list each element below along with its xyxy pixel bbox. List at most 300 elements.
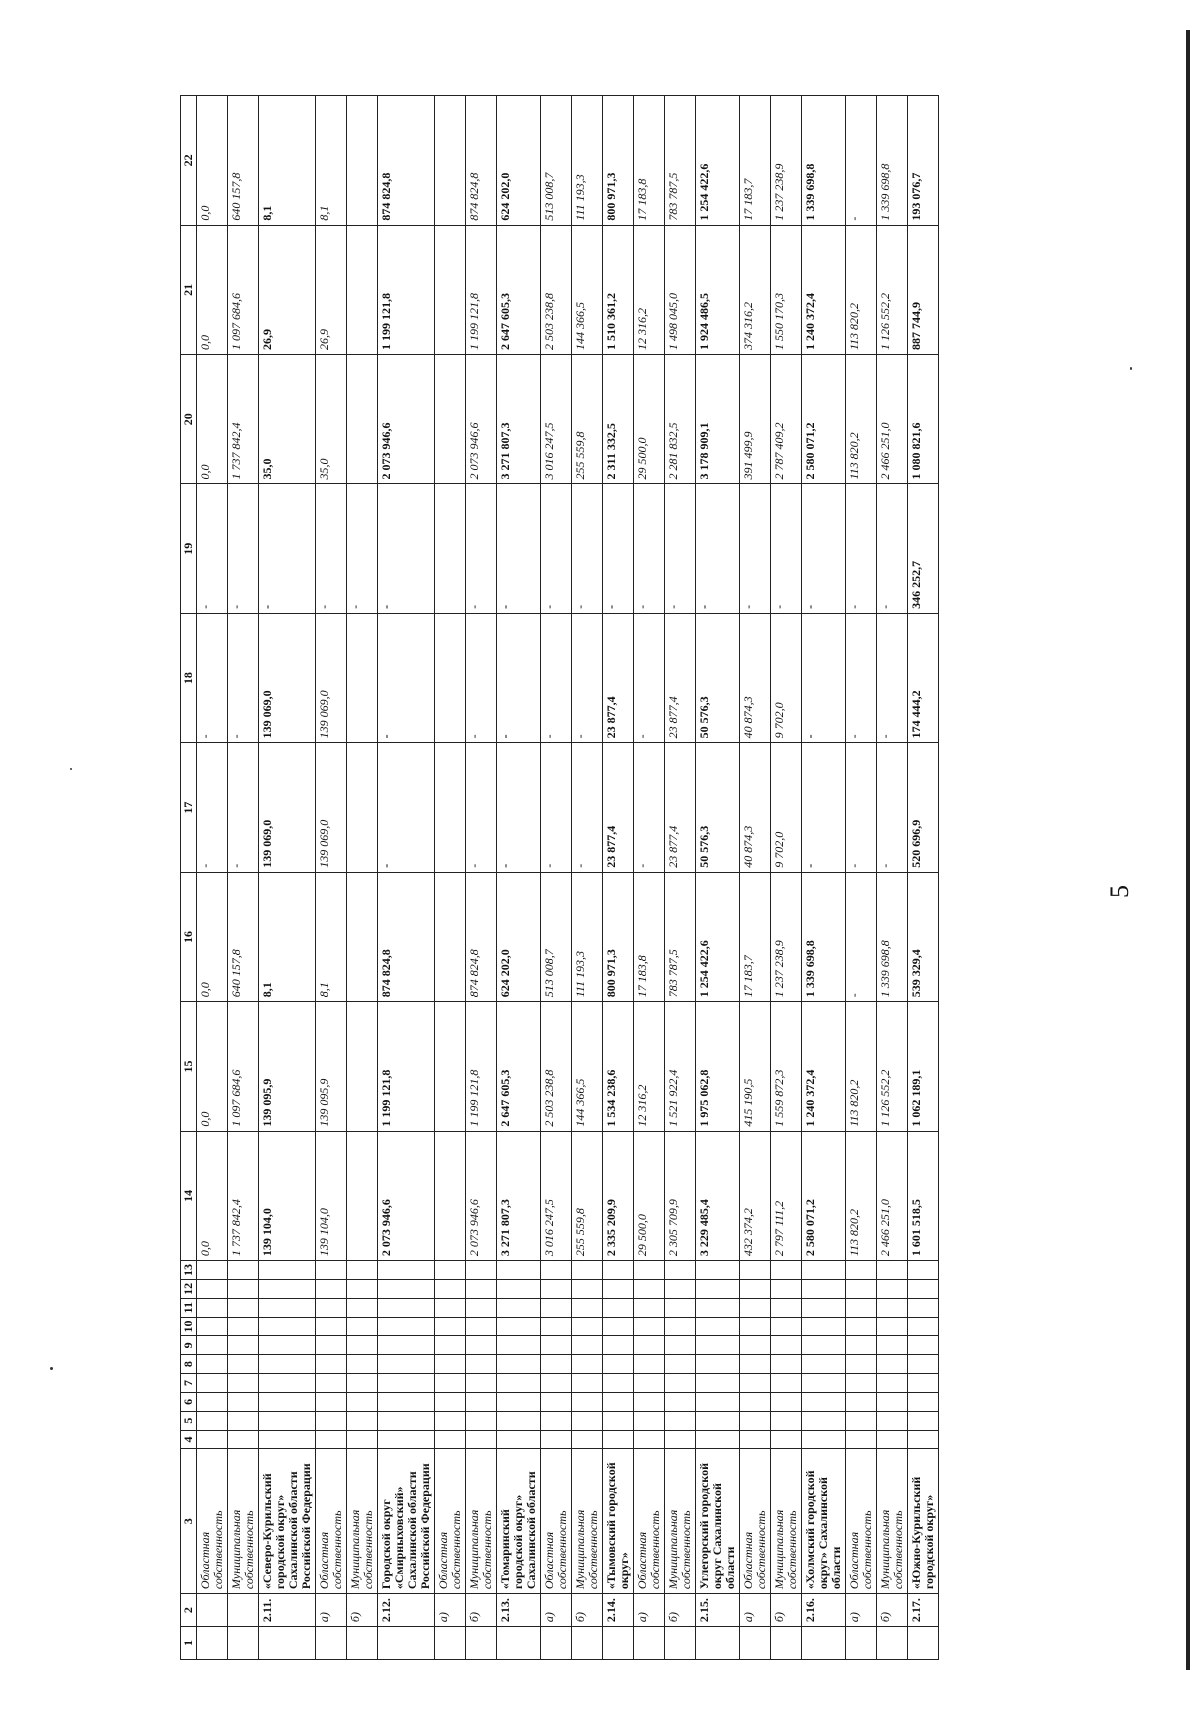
empty-cell bbox=[634, 1355, 665, 1374]
value-c16: 513 008,7 bbox=[541, 872, 572, 1001]
row-number: 2.14. bbox=[603, 1594, 634, 1627]
empty-cell bbox=[347, 1336, 378, 1355]
empty-cell bbox=[877, 1392, 908, 1411]
empty-cell bbox=[572, 1355, 603, 1374]
empty-cell bbox=[634, 1430, 665, 1449]
value-c19: - bbox=[771, 484, 802, 613]
column-number-13: 13 bbox=[181, 1261, 197, 1280]
value-c15: 1 062 189,1 bbox=[908, 1002, 939, 1131]
value-c14: 2 466 251,0 bbox=[877, 1131, 908, 1260]
empty-cell bbox=[435, 1411, 466, 1430]
value-c22: 17 183,8 bbox=[634, 96, 665, 226]
value-c14: 2 305 709,9 bbox=[665, 1131, 696, 1260]
empty-cell bbox=[908, 1411, 939, 1430]
row-number: 2.16. bbox=[802, 1594, 846, 1627]
empty-cell bbox=[378, 1261, 435, 1280]
value-c18: 174 444,2 bbox=[908, 613, 939, 742]
empty-cell bbox=[572, 1392, 603, 1411]
row-number: а) bbox=[846, 1594, 877, 1627]
value-c15: 139 095,9 bbox=[316, 1002, 347, 1131]
empty-cell bbox=[316, 1430, 347, 1449]
empty-cell bbox=[197, 1336, 228, 1355]
value-c14 bbox=[347, 1131, 378, 1260]
value-c22 bbox=[347, 96, 378, 226]
value-c16: 874 824,8 bbox=[466, 872, 497, 1001]
empty-cell bbox=[802, 1298, 846, 1317]
value-c14: 139 104,0 bbox=[316, 1131, 347, 1260]
empty-cell bbox=[378, 1317, 435, 1336]
value-c16: 624 202,0 bbox=[497, 872, 541, 1001]
empty-cell bbox=[378, 1392, 435, 1411]
cell-col1 bbox=[435, 1627, 466, 1660]
value-c14: 1 737 842,4 bbox=[228, 1131, 259, 1260]
empty-cell bbox=[378, 1374, 435, 1393]
empty-cell bbox=[802, 1411, 846, 1430]
value-c22: 8,1 bbox=[316, 96, 347, 226]
empty-cell bbox=[771, 1261, 802, 1280]
empty-cell bbox=[316, 1279, 347, 1298]
table-row bbox=[665, 96, 696, 1660]
empty-cell bbox=[497, 1374, 541, 1393]
empty-cell bbox=[846, 1279, 877, 1298]
value-c17: 520 696,9 bbox=[908, 743, 939, 872]
empty-cell bbox=[877, 1261, 908, 1280]
empty-cell bbox=[435, 1374, 466, 1393]
value-c21: 1 240 372,4 bbox=[802, 225, 846, 354]
empty-cell bbox=[802, 1374, 846, 1393]
row-label: «Томаринский городской округ» Сахалинской области bbox=[497, 1449, 541, 1594]
value-c19: - bbox=[228, 484, 259, 613]
value-c16: 783 787,5 bbox=[665, 872, 696, 1001]
empty-cell bbox=[497, 1392, 541, 1411]
empty-cell bbox=[497, 1336, 541, 1355]
value-c21: 113 820,2 bbox=[846, 225, 877, 354]
empty-cell bbox=[228, 1261, 259, 1280]
empty-cell bbox=[435, 1355, 466, 1374]
empty-cell bbox=[696, 1279, 740, 1298]
empty-cell bbox=[908, 1430, 939, 1449]
empty-cell bbox=[316, 1317, 347, 1336]
value-c16: 1 254 422,6 bbox=[696, 872, 740, 1001]
empty-cell bbox=[877, 1411, 908, 1430]
value-c22: 1 237 238,9 bbox=[771, 96, 802, 226]
empty-cell bbox=[696, 1298, 740, 1317]
value-c17: - bbox=[197, 743, 228, 872]
table-row bbox=[846, 96, 877, 1660]
empty-cell bbox=[634, 1411, 665, 1430]
cell-col1 bbox=[378, 1627, 435, 1660]
table-row bbox=[572, 96, 603, 1660]
column-number-10: 10 bbox=[181, 1317, 197, 1336]
empty-cell bbox=[466, 1336, 497, 1355]
empty-cell bbox=[228, 1279, 259, 1298]
row-label: Муниципальная собственность bbox=[347, 1449, 378, 1594]
empty-cell bbox=[696, 1392, 740, 1411]
value-c17: - bbox=[634, 743, 665, 872]
value-c20: 1 737 842,4 bbox=[228, 355, 259, 484]
value-c22: 1 339 698,8 bbox=[802, 96, 846, 226]
empty-cell bbox=[259, 1279, 316, 1298]
empty-cell bbox=[378, 1411, 435, 1430]
empty-cell bbox=[740, 1298, 771, 1317]
value-c21 bbox=[347, 225, 378, 354]
value-c20: 3 016 247,5 bbox=[541, 355, 572, 484]
row-number: 2.15. bbox=[696, 1594, 740, 1627]
value-c15: 113 820,2 bbox=[846, 1002, 877, 1131]
empty-cell bbox=[846, 1355, 877, 1374]
value-c18 bbox=[435, 613, 466, 742]
empty-cell bbox=[541, 1355, 572, 1374]
empty-cell bbox=[771, 1317, 802, 1336]
empty-cell bbox=[541, 1279, 572, 1298]
cell-col1 bbox=[740, 1627, 771, 1660]
value-c18: - bbox=[228, 613, 259, 742]
value-c18: 40 874,3 bbox=[740, 613, 771, 742]
table-row bbox=[740, 96, 771, 1660]
table-row bbox=[771, 96, 802, 1660]
row-label: Муниципальная собственность bbox=[572, 1449, 603, 1594]
value-c22: 874 824,8 bbox=[378, 96, 435, 226]
column-number-row bbox=[181, 96, 197, 1660]
value-c20: 2 281 832,5 bbox=[665, 355, 696, 484]
empty-cell bbox=[802, 1355, 846, 1374]
value-c18: 139 069,0 bbox=[316, 613, 347, 742]
empty-cell bbox=[228, 1355, 259, 1374]
empty-cell bbox=[877, 1279, 908, 1298]
empty-cell bbox=[665, 1392, 696, 1411]
value-c22: 1 254 422,6 bbox=[696, 96, 740, 226]
empty-cell bbox=[802, 1317, 846, 1336]
value-c15 bbox=[435, 1002, 466, 1131]
table-row bbox=[696, 96, 740, 1660]
empty-cell bbox=[347, 1317, 378, 1336]
value-c22 bbox=[435, 96, 466, 226]
empty-cell bbox=[846, 1336, 877, 1355]
empty-cell bbox=[378, 1298, 435, 1317]
empty-cell bbox=[696, 1336, 740, 1355]
empty-cell bbox=[541, 1392, 572, 1411]
empty-cell bbox=[665, 1298, 696, 1317]
value-c18: - bbox=[802, 613, 846, 742]
value-c19: - bbox=[740, 484, 771, 613]
value-c15: 144 366,5 bbox=[572, 1002, 603, 1131]
column-number-12: 12 bbox=[181, 1279, 197, 1298]
value-c21: 1 097 684,6 bbox=[228, 225, 259, 354]
empty-cell bbox=[846, 1392, 877, 1411]
value-c21: 1 199 121,8 bbox=[378, 225, 435, 354]
empty-cell bbox=[846, 1430, 877, 1449]
table-row bbox=[802, 96, 846, 1660]
empty-cell bbox=[665, 1355, 696, 1374]
empty-cell bbox=[347, 1374, 378, 1393]
row-number bbox=[197, 1594, 228, 1627]
scan-speck bbox=[50, 1367, 53, 1370]
empty-cell bbox=[665, 1430, 696, 1449]
empty-cell bbox=[435, 1279, 466, 1298]
empty-cell bbox=[603, 1279, 634, 1298]
value-c18 bbox=[347, 613, 378, 742]
column-number-22: 22 bbox=[181, 96, 197, 226]
empty-cell bbox=[603, 1355, 634, 1374]
value-c18: - bbox=[634, 613, 665, 742]
empty-cell bbox=[572, 1411, 603, 1430]
value-c20: 255 559,8 bbox=[572, 355, 603, 484]
empty-cell bbox=[378, 1430, 435, 1449]
value-c21: 374 316,2 bbox=[740, 225, 771, 354]
value-c21: 887 744,9 bbox=[908, 225, 939, 354]
empty-cell bbox=[665, 1261, 696, 1280]
empty-cell bbox=[541, 1261, 572, 1280]
row-label: Областная собственность bbox=[197, 1449, 228, 1594]
value-c14: 139 104,0 bbox=[259, 1131, 316, 1260]
empty-cell bbox=[771, 1392, 802, 1411]
column-number-21: 21 bbox=[181, 225, 197, 354]
value-c20: 2 787 409,2 bbox=[771, 355, 802, 484]
value-c21: 26,9 bbox=[259, 225, 316, 354]
value-c18: - bbox=[497, 613, 541, 742]
cell-col1 bbox=[771, 1627, 802, 1660]
value-c16: 111 193,3 bbox=[572, 872, 603, 1001]
value-c16: 8,1 bbox=[316, 872, 347, 1001]
empty-cell bbox=[908, 1336, 939, 1355]
empty-cell bbox=[228, 1317, 259, 1336]
empty-cell bbox=[259, 1336, 316, 1355]
value-c20: 2 073 946,6 bbox=[378, 355, 435, 484]
value-c20: 1 080 821,6 bbox=[908, 355, 939, 484]
value-c20: 113 820,2 bbox=[846, 355, 877, 484]
value-c17: 139 069,0 bbox=[316, 743, 347, 872]
empty-cell bbox=[259, 1298, 316, 1317]
empty-cell bbox=[908, 1261, 939, 1280]
column-number-19: 19 bbox=[181, 484, 197, 613]
empty-cell bbox=[316, 1355, 347, 1374]
value-c14: 2 073 946,6 bbox=[466, 1131, 497, 1260]
empty-cell bbox=[497, 1355, 541, 1374]
empty-cell bbox=[846, 1411, 877, 1430]
value-c19: - bbox=[572, 484, 603, 613]
empty-cell bbox=[347, 1298, 378, 1317]
column-number-9: 9 bbox=[181, 1336, 197, 1355]
row-number: б) bbox=[665, 1594, 696, 1627]
value-c17: - bbox=[497, 743, 541, 872]
empty-cell bbox=[634, 1279, 665, 1298]
value-c19: - bbox=[665, 484, 696, 613]
value-c14: 0,0 bbox=[197, 1131, 228, 1260]
empty-cell bbox=[197, 1392, 228, 1411]
empty-cell bbox=[740, 1430, 771, 1449]
empty-cell bbox=[347, 1279, 378, 1298]
column-number-20: 20 bbox=[181, 355, 197, 484]
empty-cell bbox=[435, 1317, 466, 1336]
table-body bbox=[197, 96, 939, 1660]
column-number-5: 5 bbox=[181, 1411, 197, 1430]
empty-cell bbox=[197, 1317, 228, 1336]
row-number: б) bbox=[877, 1594, 908, 1627]
value-c21: 1 199 121,8 bbox=[466, 225, 497, 354]
table-row bbox=[603, 96, 634, 1660]
empty-cell bbox=[846, 1374, 877, 1393]
value-c16: 1 339 698,8 bbox=[877, 872, 908, 1001]
empty-cell bbox=[316, 1392, 347, 1411]
empty-cell bbox=[541, 1336, 572, 1355]
value-c18: - bbox=[466, 613, 497, 742]
empty-cell bbox=[197, 1279, 228, 1298]
row-number: б) bbox=[771, 1594, 802, 1627]
row-number: а) bbox=[316, 1594, 347, 1627]
rotated-page bbox=[10, 30, 1190, 1670]
empty-cell bbox=[572, 1279, 603, 1298]
value-c18: - bbox=[197, 613, 228, 742]
empty-cell bbox=[228, 1374, 259, 1393]
empty-cell bbox=[197, 1430, 228, 1449]
cell-col1 bbox=[696, 1627, 740, 1660]
value-c14: 3 229 485,4 bbox=[696, 1131, 740, 1260]
empty-cell bbox=[740, 1392, 771, 1411]
empty-cell bbox=[696, 1261, 740, 1280]
value-c22: 783 787,5 bbox=[665, 96, 696, 226]
empty-cell bbox=[378, 1279, 435, 1298]
value-c17: - bbox=[466, 743, 497, 872]
empty-cell bbox=[740, 1374, 771, 1393]
value-c15: 1 097 684,6 bbox=[228, 1002, 259, 1131]
empty-cell bbox=[846, 1317, 877, 1336]
empty-cell bbox=[228, 1411, 259, 1430]
empty-cell bbox=[877, 1298, 908, 1317]
value-c15: 0,0 bbox=[197, 1002, 228, 1131]
value-c17: 139 069,0 bbox=[259, 743, 316, 872]
value-c16: 17 183,7 bbox=[740, 872, 771, 1001]
cell-col1 bbox=[802, 1627, 846, 1660]
empty-cell bbox=[316, 1298, 347, 1317]
empty-cell bbox=[259, 1392, 316, 1411]
page-number: 5 bbox=[1105, 885, 1134, 898]
empty-cell bbox=[802, 1261, 846, 1280]
value-c20: 29 500,0 bbox=[634, 355, 665, 484]
empty-cell bbox=[877, 1336, 908, 1355]
column-number-7: 7 bbox=[181, 1374, 197, 1393]
value-c20 bbox=[347, 355, 378, 484]
value-c17 bbox=[435, 743, 466, 872]
empty-cell bbox=[572, 1261, 603, 1280]
value-c21: 2 503 238,8 bbox=[541, 225, 572, 354]
empty-cell bbox=[259, 1411, 316, 1430]
cell-col1 bbox=[259, 1627, 316, 1660]
empty-cell bbox=[541, 1317, 572, 1336]
column-number-2: 2 bbox=[181, 1594, 197, 1627]
value-c19: - bbox=[877, 484, 908, 613]
empty-cell bbox=[877, 1317, 908, 1336]
value-c20: 3 178 909,1 bbox=[696, 355, 740, 484]
row-number: а) bbox=[740, 1594, 771, 1627]
value-c14: 113 820,2 bbox=[846, 1131, 877, 1260]
column-number-3: 3 bbox=[181, 1449, 197, 1594]
empty-cell bbox=[771, 1374, 802, 1393]
value-c17: 23 877,4 bbox=[603, 743, 634, 872]
empty-cell bbox=[603, 1430, 634, 1449]
value-c20: 0,0 bbox=[197, 355, 228, 484]
empty-cell bbox=[771, 1336, 802, 1355]
empty-cell bbox=[228, 1298, 259, 1317]
empty-cell bbox=[541, 1374, 572, 1393]
value-c17: 9 702,0 bbox=[771, 743, 802, 872]
value-c21: 1 550 170,3 bbox=[771, 225, 802, 354]
empty-cell bbox=[665, 1374, 696, 1393]
row-label: Углегорский городской округ Сахалинской области bbox=[696, 1449, 740, 1594]
table-row bbox=[908, 96, 939, 1660]
value-c21: 12 316,2 bbox=[634, 225, 665, 354]
empty-cell bbox=[497, 1411, 541, 1430]
empty-cell bbox=[634, 1336, 665, 1355]
value-c15: 1 240 372,4 bbox=[802, 1002, 846, 1131]
column-number-1: 1 bbox=[181, 1627, 197, 1660]
empty-cell bbox=[466, 1374, 497, 1393]
value-c22: 0,0 bbox=[197, 96, 228, 226]
value-c22: 17 183,7 bbox=[740, 96, 771, 226]
value-c16: 8,1 bbox=[259, 872, 316, 1001]
row-label: Муниципальная собственность bbox=[466, 1449, 497, 1594]
row-label: «Северо-Курильский городской округ» Сахалинской области Российской Федерации bbox=[259, 1449, 316, 1594]
value-c20: 3 271 807,3 bbox=[497, 355, 541, 484]
table-row bbox=[228, 96, 259, 1660]
empty-cell bbox=[497, 1261, 541, 1280]
row-label: Городской округ «Смирныховский» Сахалинской области Российской Федерации bbox=[378, 1449, 435, 1594]
empty-cell bbox=[634, 1298, 665, 1317]
row-label: Областная собственность bbox=[316, 1449, 347, 1594]
value-c15: 139 095,9 bbox=[259, 1002, 316, 1131]
empty-cell bbox=[634, 1374, 665, 1393]
value-c16: 800 971,3 bbox=[603, 872, 634, 1001]
row-number: б) bbox=[347, 1594, 378, 1627]
value-c22: 624 202,0 bbox=[497, 96, 541, 226]
value-c20: 35,0 bbox=[259, 355, 316, 484]
value-c17: 40 874,3 bbox=[740, 743, 771, 872]
value-c14: 29 500,0 bbox=[634, 1131, 665, 1260]
value-c15: 1 975 062,8 bbox=[696, 1002, 740, 1131]
value-c22: 513 008,7 bbox=[541, 96, 572, 226]
empty-cell bbox=[572, 1374, 603, 1393]
value-c22: 193 076,7 bbox=[908, 96, 939, 226]
value-c21: 1 924 486,5 bbox=[696, 225, 740, 354]
value-c22: 1 339 698,8 bbox=[877, 96, 908, 226]
value-c20: 391 499,9 bbox=[740, 355, 771, 484]
empty-cell bbox=[740, 1261, 771, 1280]
empty-cell bbox=[802, 1336, 846, 1355]
value-c20: 2 311 332,5 bbox=[603, 355, 634, 484]
empty-cell bbox=[665, 1317, 696, 1336]
row-number: 2.12. bbox=[378, 1594, 435, 1627]
value-c17: - bbox=[877, 743, 908, 872]
value-c22: 111 193,3 bbox=[572, 96, 603, 226]
empty-cell bbox=[740, 1279, 771, 1298]
empty-cell bbox=[497, 1317, 541, 1336]
value-c15: 1 521 922,4 bbox=[665, 1002, 696, 1131]
value-c22: 640 157,8 bbox=[228, 96, 259, 226]
empty-cell bbox=[908, 1317, 939, 1336]
cell-col1 bbox=[466, 1627, 497, 1660]
value-c16: 0,0 bbox=[197, 872, 228, 1001]
value-c18: - bbox=[378, 613, 435, 742]
value-c16: 1 237 238,9 bbox=[771, 872, 802, 1001]
value-c14: 2 335 209,9 bbox=[603, 1131, 634, 1260]
row-number: б) bbox=[572, 1594, 603, 1627]
value-c14: 3 016 247,5 bbox=[541, 1131, 572, 1260]
empty-cell bbox=[259, 1261, 316, 1280]
cell-col1 bbox=[228, 1627, 259, 1660]
empty-cell bbox=[908, 1298, 939, 1317]
row-number: а) bbox=[435, 1594, 466, 1627]
value-c17: - bbox=[541, 743, 572, 872]
table-row bbox=[347, 96, 378, 1660]
